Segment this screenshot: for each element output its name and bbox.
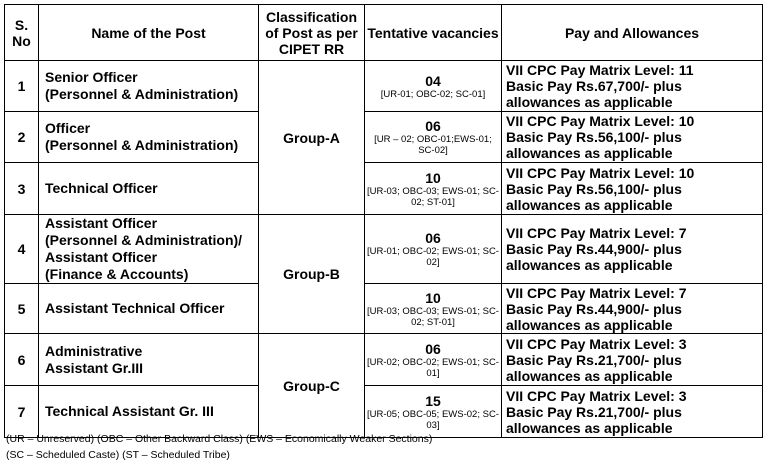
table-row: [5, 61, 763, 112]
post-name-line: Officer: [45, 120, 91, 136]
row-sno: 2: [5, 112, 39, 163]
header-sno: S. No: [5, 5, 39, 61]
pay-level: VII CPC Pay Matrix Level: 7: [506, 284, 687, 301]
header-row: [5, 5, 763, 61]
header-vacancies: Tentative vacancies: [365, 5, 502, 61]
row-post-name: [39, 163, 259, 215]
row-vacancies: [365, 163, 502, 215]
vacancy-count: 06: [425, 340, 441, 357]
header-classification: Classification of Post as per CIPET RR: [259, 5, 365, 61]
vacancy-count: 10: [425, 289, 441, 306]
post-name-line: (Personnel & Administration): [45, 86, 239, 102]
vacancy-breakdown: [UR-03; OBC-03; EWS-01; SC-02; ST-01]: [367, 185, 499, 208]
row-post-name: [39, 215, 259, 284]
pay-level: VII CPC Pay Matrix Level: 11: [506, 62, 694, 78]
vacancy-table: [4, 4, 763, 438]
table-row: [5, 284, 763, 334]
row-pay: [502, 334, 763, 386]
vacancy-breakdown: [UR – 02; OBC-01;EWS-01; SC-02]: [374, 134, 492, 156]
pay-allowances: allowances as applicable: [506, 367, 673, 384]
row-sno: 5: [5, 284, 39, 334]
pay-basic: Basic Pay Rs.56,100/- plus: [506, 180, 682, 197]
row-post-name: [39, 386, 259, 438]
pay-basic: Basic Pay Rs.56,100/- plus: [506, 129, 682, 145]
pay-level: VII CPC Pay Matrix Level: 10: [506, 164, 695, 181]
row-post-name: [39, 112, 259, 163]
post-name-line: Administrative: [45, 342, 143, 359]
post-name-line: Assistant Gr.III: [45, 359, 144, 376]
vacancy-breakdown: [UR-01; OBC-02; SC-01]: [380, 88, 486, 100]
row-pay: [502, 215, 763, 284]
post-name-line: Assistant Technical Officer: [45, 300, 225, 316]
post-name-line: (Personnel & Administration): [45, 137, 239, 153]
row-pay: [502, 61, 763, 112]
row-post-name: [39, 284, 259, 334]
group-classification: Group-C: [259, 334, 365, 438]
table-row: [5, 334, 763, 386]
row-sno: 7: [5, 386, 39, 438]
pay-allowances: allowances as applicable: [506, 419, 673, 436]
header-pay: Pay and Allowances: [502, 5, 763, 61]
post-name-line: (Personnel & Administration)/: [45, 232, 243, 248]
vacancy-count: 15: [425, 392, 441, 409]
row-pay: [502, 284, 763, 334]
table-row: [5, 163, 763, 215]
note-line: (SC – Scheduled Caste) (ST – Scheduled Tribe): [6, 449, 230, 461]
post-name-line: Senior Officer: [45, 69, 138, 85]
vacancy-breakdown: [UR-03; OBC-03; EWS-01; SC-02; ST-01]: [367, 305, 499, 328]
pay-basic: Basic Pay Rs.44,900/- plus: [506, 241, 682, 257]
row-pay: [502, 163, 763, 215]
pay-level: VII CPC Pay Matrix Level: 7: [506, 225, 687, 241]
row-vacancies: [365, 334, 502, 386]
vacancy-count: 06: [425, 230, 441, 246]
post-name-line: Assistant Officer: [45, 249, 158, 265]
post-name-line: Technical Officer: [45, 180, 158, 196]
row-sno: 6: [5, 334, 39, 386]
vacancy-count: 06: [425, 118, 441, 134]
row-vacancies: [365, 112, 502, 163]
pay-allowances: allowances as applicable: [506, 145, 673, 161]
pay-basic: Basic Pay Rs.44,900/- plus: [506, 300, 682, 317]
vacancy-breakdown: [UR-02; OBC-02; EWS-01; SC-01]: [367, 356, 499, 379]
post-name-line: Technical Assistant Gr. III: [45, 403, 214, 419]
vacancy-breakdown: [UR-01; OBC-02; EWS-01; SC-02]: [367, 246, 499, 268]
header-name: Name of the Post: [39, 5, 259, 61]
vacancy-count: 10: [425, 169, 441, 186]
row-vacancies: [365, 284, 502, 334]
group-classification: Group-B: [259, 215, 365, 334]
row-pay: [502, 112, 763, 163]
row-sno: 3: [5, 163, 39, 215]
pay-allowances: allowances as applicable: [506, 196, 673, 213]
row-sno: 4: [5, 215, 39, 284]
table-row: [5, 112, 763, 163]
row-post-name: [39, 334, 259, 386]
pay-level: VII CPC Pay Matrix Level: 10: [506, 113, 695, 129]
table-row: [5, 215, 763, 284]
pay-allowances: allowances as applicable: [506, 94, 673, 110]
pay-basic: Basic Pay Rs.67,700/- plus: [506, 78, 682, 94]
row-vacancies: [365, 215, 502, 284]
pay-allowances: allowances as applicable: [506, 316, 673, 333]
pay-basic: Basic Pay Rs.21,700/- plus: [506, 403, 682, 420]
vacancy-breakdown: [UR-05; OBC-05; EWS-02; SC-03]: [367, 408, 499, 431]
pay-basic: Basic Pay Rs.21,700/- plus: [506, 351, 682, 368]
post-name-line: (Finance & Accounts): [45, 266, 189, 282]
table-row: [5, 386, 763, 438]
pay-level: VII CPC Pay Matrix Level: 3: [506, 335, 687, 352]
abbreviation-notes: [6, 431, 432, 463]
row-sno: 1: [5, 61, 39, 112]
note-line: (UR – Unreserved) (OBC – Other Backward Class) (EWS – Economically Weaker Sections): [6, 433, 433, 445]
row-vacancies: [365, 386, 502, 438]
group-classification: Group-A: [259, 61, 365, 215]
row-vacancies: [365, 61, 502, 112]
row-post-name: [39, 61, 259, 112]
vacancy-count: 04: [425, 72, 441, 89]
pay-level: VII CPC Pay Matrix Level: 3: [506, 387, 687, 404]
pay-allowances: allowances as applicable: [506, 257, 673, 273]
row-pay: [502, 386, 763, 438]
post-name-line: Assistant Officer: [45, 215, 158, 231]
